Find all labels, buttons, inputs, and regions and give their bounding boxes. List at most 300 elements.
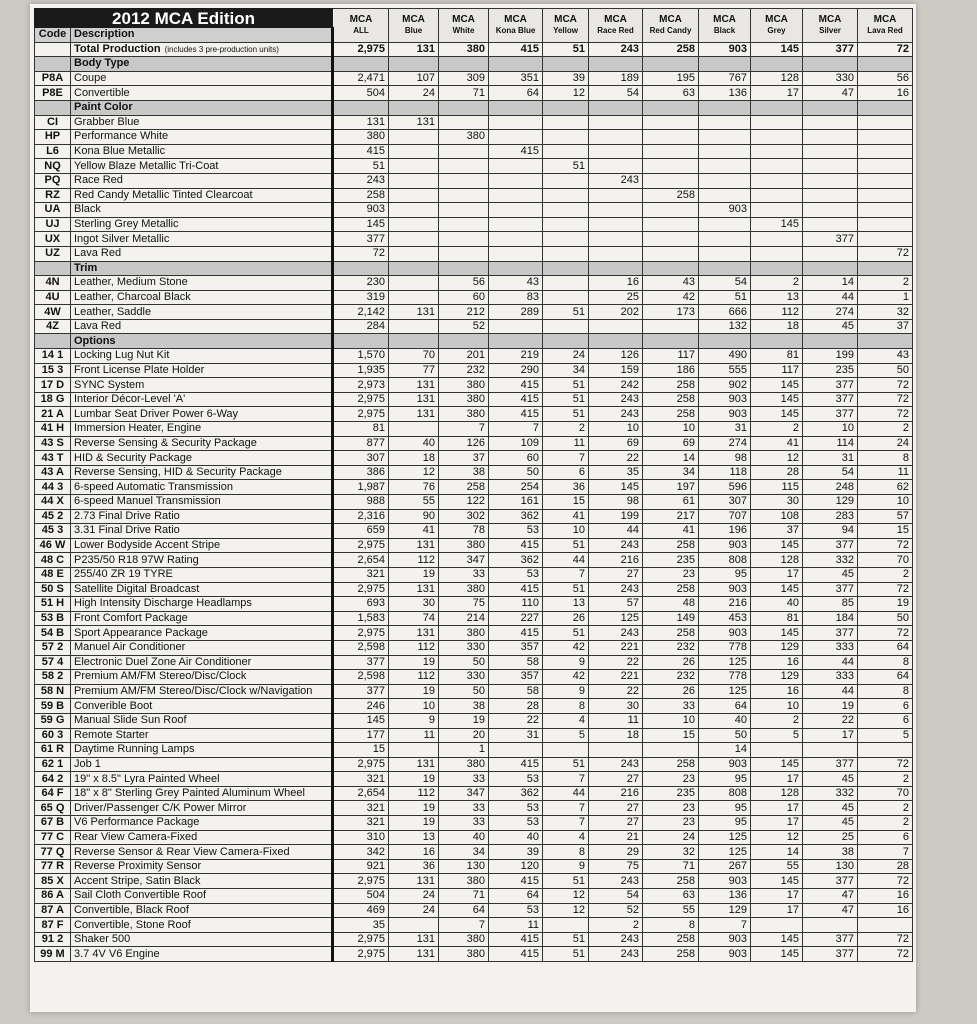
section-blank <box>439 57 489 72</box>
count-cell: 122 <box>439 495 489 510</box>
count-cell: 12 <box>543 903 589 918</box>
count-cell: 131 <box>389 407 439 422</box>
column-header <box>589 9 643 43</box>
count-cell: 330 <box>439 670 489 685</box>
count-cell: 380 <box>439 626 489 641</box>
count-cell: 219 <box>489 349 543 364</box>
table-row <box>35 903 913 918</box>
option-description: Leather, Charcoal Black <box>71 290 333 305</box>
count-cell: 15 <box>543 495 589 510</box>
count-cell: 22 <box>589 655 643 670</box>
count-cell: 321 <box>333 772 389 787</box>
count-cell: 258 <box>643 188 699 203</box>
count-cell: 903 <box>333 203 389 218</box>
count-cell: 283 <box>803 509 858 524</box>
count-cell <box>439 246 489 261</box>
column-header-top: MCA <box>554 14 577 26</box>
option-description: Satellite Digital Broadcast <box>71 582 333 597</box>
count-cell <box>489 173 543 188</box>
count-cell: 243 <box>589 947 643 962</box>
option-code: 58 2 <box>35 670 71 685</box>
option-description: Converible Boot <box>71 699 333 714</box>
count-cell: 118 <box>699 465 751 480</box>
section-blank <box>489 261 543 276</box>
count-cell: 778 <box>699 670 751 685</box>
count-cell: 129 <box>751 670 803 685</box>
count-cell <box>543 115 589 130</box>
count-cell <box>489 232 543 247</box>
count-cell: 693 <box>333 597 389 612</box>
count-cell <box>489 130 543 145</box>
table-row <box>35 889 913 904</box>
option-code: 65 Q <box>35 801 71 816</box>
table-row <box>35 611 913 626</box>
count-cell: 47 <box>803 903 858 918</box>
section-blank <box>643 334 699 349</box>
count-cell: 195 <box>643 71 699 86</box>
count-cell <box>803 115 858 130</box>
count-cell <box>803 159 858 174</box>
count-cell: 50 <box>858 611 913 626</box>
count-cell: 57 <box>589 597 643 612</box>
count-cell: 72 <box>858 378 913 393</box>
table-row <box>35 932 913 947</box>
count-cell <box>389 290 439 305</box>
option-description: Sail Cloth Convertible Roof <box>71 889 333 904</box>
count-cell: 2 <box>751 276 803 291</box>
count-cell: 27 <box>589 567 643 582</box>
count-cell: 76 <box>389 480 439 495</box>
section-code <box>35 100 71 115</box>
count-cell <box>543 217 589 232</box>
count-cell: 25 <box>803 830 858 845</box>
count-cell: 330 <box>803 71 858 86</box>
count-cell: 95 <box>699 801 751 816</box>
total-note: (includes 3 pre-production units) <box>164 44 279 54</box>
table-row <box>35 743 913 758</box>
section-title: Trim <box>71 261 333 276</box>
count-cell: 54 <box>589 889 643 904</box>
count-cell <box>589 130 643 145</box>
option-code: 58 N <box>35 684 71 699</box>
count-cell: 2,316 <box>333 509 389 524</box>
count-cell: 351 <box>489 71 543 86</box>
count-cell: 125 <box>699 655 751 670</box>
count-cell <box>389 232 439 247</box>
option-code: 77 C <box>35 830 71 845</box>
count-cell: 380 <box>439 407 489 422</box>
count-cell: 243 <box>333 173 389 188</box>
count-cell <box>389 319 439 334</box>
count-cell: 9 <box>543 684 589 699</box>
option-description: Ingot Silver Metallic <box>71 232 333 247</box>
count-cell: 58 <box>489 684 543 699</box>
table-row <box>35 363 913 378</box>
count-cell: 333 <box>803 640 858 655</box>
count-cell: 377 <box>803 932 858 947</box>
count-cell <box>439 159 489 174</box>
count-cell: 33 <box>439 816 489 831</box>
count-cell: 40 <box>389 436 439 451</box>
count-cell: 36 <box>389 859 439 874</box>
count-cell: 7 <box>543 772 589 787</box>
count-cell: 258 <box>643 538 699 553</box>
column-header <box>489 9 543 43</box>
count-cell: 8 <box>858 655 913 670</box>
count-cell: 258 <box>643 947 699 962</box>
option-code: 17 D <box>35 378 71 393</box>
option-code: 48 E <box>35 567 71 582</box>
count-cell: 131 <box>389 932 439 947</box>
count-cell: 38 <box>439 465 489 480</box>
count-cell: 2,471 <box>333 71 389 86</box>
count-cell: 64 <box>489 86 543 101</box>
count-cell: 11 <box>489 918 543 933</box>
section-blank <box>589 261 643 276</box>
count-cell: 596 <box>699 480 751 495</box>
count-cell <box>803 743 858 758</box>
count-cell: 145 <box>751 874 803 889</box>
count-cell: 53 <box>489 524 543 539</box>
count-cell: 131 <box>389 378 439 393</box>
table-row <box>35 407 913 422</box>
table-row <box>35 276 913 291</box>
count-cell: 274 <box>699 436 751 451</box>
count-cell: 72 <box>858 874 913 889</box>
count-cell: 357 <box>489 670 543 685</box>
count-cell: 51 <box>543 582 589 597</box>
count-cell: 7 <box>543 567 589 582</box>
option-code: NQ <box>35 159 71 174</box>
count-cell: 54 <box>803 465 858 480</box>
count-cell: 230 <box>333 276 389 291</box>
count-cell: 35 <box>333 918 389 933</box>
count-cell: 40 <box>489 830 543 845</box>
total-value: 380 <box>439 42 489 57</box>
count-cell: 34 <box>439 845 489 860</box>
count-cell: 2,975 <box>333 874 389 889</box>
count-cell: 347 <box>439 786 489 801</box>
table-row <box>35 816 913 831</box>
count-cell: 18 <box>389 451 439 466</box>
count-cell: 47 <box>803 889 858 904</box>
count-cell: 362 <box>489 553 543 568</box>
count-cell <box>389 918 439 933</box>
table-row <box>35 173 913 188</box>
count-cell: 10 <box>589 422 643 437</box>
count-cell: 377 <box>803 378 858 393</box>
count-cell: 7 <box>489 422 543 437</box>
count-cell: 13 <box>543 597 589 612</box>
count-cell: 1,583 <box>333 611 389 626</box>
option-description: Remote Starter <box>71 728 333 743</box>
count-cell: 71 <box>439 86 489 101</box>
count-cell: 125 <box>699 830 751 845</box>
count-cell: 504 <box>333 889 389 904</box>
count-cell <box>589 217 643 232</box>
count-cell: 377 <box>803 407 858 422</box>
option-description: Red Candy Metallic Tinted Clearcoat <box>71 188 333 203</box>
option-description: Daytime Running Lamps <box>71 743 333 758</box>
count-cell: 1,570 <box>333 349 389 364</box>
count-cell <box>489 203 543 218</box>
count-cell: 10 <box>643 422 699 437</box>
table-row <box>35 670 913 685</box>
count-cell: 16 <box>589 276 643 291</box>
count-cell <box>389 130 439 145</box>
count-cell <box>389 217 439 232</box>
count-cell: 8 <box>643 918 699 933</box>
section-blank <box>751 261 803 276</box>
count-cell: 30 <box>751 495 803 510</box>
section-blank <box>643 57 699 72</box>
count-cell <box>858 232 913 247</box>
count-cell: 43 <box>643 276 699 291</box>
count-cell: 380 <box>439 947 489 962</box>
count-cell: 51 <box>543 538 589 553</box>
section-blank <box>699 261 751 276</box>
production-sheet <box>30 4 916 1012</box>
count-cell: 51 <box>543 932 589 947</box>
count-cell <box>389 188 439 203</box>
count-cell: 20 <box>439 728 489 743</box>
count-cell: 319 <box>333 290 389 305</box>
count-cell: 128 <box>751 71 803 86</box>
count-cell: 42 <box>643 290 699 305</box>
count-cell: 903 <box>699 392 751 407</box>
option-description: Rear View Camera-Fixed <box>71 830 333 845</box>
option-code: 99 M <box>35 947 71 962</box>
count-cell <box>489 217 543 232</box>
count-cell: 2,975 <box>333 392 389 407</box>
column-header-sub: ALL <box>353 26 369 36</box>
option-description: Locking Lug Nut Kit <box>71 349 333 364</box>
table-row <box>35 830 913 845</box>
section-blank <box>699 100 751 115</box>
option-description: 19" x 8.5" Lyra Painted Wheel <box>71 772 333 787</box>
count-cell: 55 <box>389 495 439 510</box>
count-cell: 129 <box>751 640 803 655</box>
count-cell: 17 <box>751 816 803 831</box>
count-cell: 377 <box>803 582 858 597</box>
count-cell: 64 <box>439 903 489 918</box>
count-cell <box>751 918 803 933</box>
count-cell: 149 <box>643 611 699 626</box>
count-cell: 415 <box>489 538 543 553</box>
count-cell: 72 <box>858 932 913 947</box>
option-code: 62 1 <box>35 757 71 772</box>
count-cell: 216 <box>699 597 751 612</box>
count-cell: 50 <box>439 655 489 670</box>
count-cell <box>751 232 803 247</box>
option-code: UA <box>35 203 71 218</box>
column-header-top: MCA <box>504 14 527 26</box>
table-row <box>35 422 913 437</box>
count-cell <box>389 144 439 159</box>
count-cell: 415 <box>489 582 543 597</box>
count-cell: 173 <box>643 305 699 320</box>
option-code: 43 A <box>35 465 71 480</box>
section-blank <box>389 261 439 276</box>
count-cell: 35 <box>589 465 643 480</box>
count-cell: 415 <box>489 378 543 393</box>
count-cell: 332 <box>803 786 858 801</box>
count-cell: 10 <box>389 699 439 714</box>
count-cell: 903 <box>699 757 751 772</box>
table-row <box>35 319 913 334</box>
count-cell: 2 <box>858 801 913 816</box>
count-cell: 2 <box>858 772 913 787</box>
count-cell: 232 <box>439 363 489 378</box>
count-cell: 37 <box>858 319 913 334</box>
code-header: Code <box>35 28 71 43</box>
count-cell <box>589 232 643 247</box>
count-cell: 129 <box>803 495 858 510</box>
count-cell: 2,975 <box>333 582 389 597</box>
count-cell <box>439 188 489 203</box>
option-description: Sterling Grey Metallic <box>71 217 333 232</box>
count-cell: 71 <box>439 889 489 904</box>
count-cell <box>858 159 913 174</box>
count-cell: 145 <box>333 713 389 728</box>
count-cell: 32 <box>858 305 913 320</box>
count-cell: 415 <box>489 144 543 159</box>
table-row <box>35 918 913 933</box>
count-cell: 23 <box>643 816 699 831</box>
description-header: Description <box>71 28 333 43</box>
option-code: 4Z <box>35 319 71 334</box>
option-description: Reverse Proximity Sensor <box>71 859 333 874</box>
option-code: 64 F <box>35 786 71 801</box>
count-cell: 377 <box>333 232 389 247</box>
count-cell: 145 <box>589 480 643 495</box>
count-cell <box>751 173 803 188</box>
count-cell: 98 <box>589 495 643 510</box>
count-cell: 2,654 <box>333 786 389 801</box>
count-cell <box>543 246 589 261</box>
count-cell: 126 <box>589 349 643 364</box>
count-cell: 40 <box>439 830 489 845</box>
option-description: 3.7 4V V6 Engine <box>71 947 333 962</box>
option-description: Lava Red <box>71 319 333 334</box>
count-cell: 72 <box>858 392 913 407</box>
column-header-sub: Grey <box>767 26 786 36</box>
option-description: Leather, Saddle <box>71 305 333 320</box>
count-cell: 112 <box>389 786 439 801</box>
count-cell: 34 <box>643 465 699 480</box>
count-cell: 19 <box>439 713 489 728</box>
column-header-sub: Silver <box>819 26 841 36</box>
count-cell: 131 <box>389 582 439 597</box>
count-cell: 9 <box>543 859 589 874</box>
section-header-row <box>35 334 913 349</box>
count-cell: 12 <box>751 451 803 466</box>
count-cell: 258 <box>643 392 699 407</box>
option-description: Accent Stripe, Satin Black <box>71 874 333 889</box>
count-cell: 380 <box>439 130 489 145</box>
count-cell: 60 <box>489 451 543 466</box>
count-cell: 380 <box>439 378 489 393</box>
option-code: 86 A <box>35 889 71 904</box>
count-cell: 136 <box>699 86 751 101</box>
count-cell: 2 <box>543 422 589 437</box>
count-cell: 30 <box>589 699 643 714</box>
count-cell: 415 <box>489 947 543 962</box>
section-header-row <box>35 57 913 72</box>
option-description: Interior Décor-Level 'A' <box>71 392 333 407</box>
count-cell: 26 <box>643 684 699 699</box>
column-header <box>389 9 439 43</box>
count-cell <box>803 173 858 188</box>
total-value: 145 <box>751 42 803 57</box>
count-cell: 19 <box>858 597 913 612</box>
count-cell: 9 <box>543 655 589 670</box>
count-cell <box>803 217 858 232</box>
count-cell: 666 <box>699 305 751 320</box>
count-cell: 235 <box>643 553 699 568</box>
count-cell: 62 <box>858 480 913 495</box>
count-cell: 258 <box>439 480 489 495</box>
count-cell: 380 <box>439 932 489 947</box>
count-cell: 72 <box>858 407 913 422</box>
option-code: 46 W <box>35 538 71 553</box>
count-cell: 60 <box>439 290 489 305</box>
section-blank <box>751 57 803 72</box>
count-cell: 51 <box>543 757 589 772</box>
count-cell: 8 <box>858 684 913 699</box>
column-header-top: MCA <box>452 14 475 26</box>
table-row <box>35 378 913 393</box>
option-code: UX <box>35 232 71 247</box>
count-cell: 16 <box>858 86 913 101</box>
option-description: 2.73 Final Drive Ratio <box>71 509 333 524</box>
count-cell: 53 <box>489 772 543 787</box>
count-cell: 77 <box>389 363 439 378</box>
count-cell: 254 <box>489 480 543 495</box>
option-description: Premium AM/FM Stereo/Disc/Clock <box>71 670 333 685</box>
count-cell: 51 <box>333 159 389 174</box>
count-cell: 34 <box>543 363 589 378</box>
count-cell <box>803 130 858 145</box>
count-cell: 109 <box>489 436 543 451</box>
count-cell: 38 <box>439 699 489 714</box>
count-cell <box>439 217 489 232</box>
count-cell <box>643 743 699 758</box>
count-cell <box>543 319 589 334</box>
count-cell <box>543 232 589 247</box>
count-cell: 221 <box>589 640 643 655</box>
count-cell: 12 <box>389 465 439 480</box>
count-cell: 51 <box>543 159 589 174</box>
option-description: Convertible, Stone Roof <box>71 918 333 933</box>
count-cell: 380 <box>439 392 489 407</box>
table-row <box>35 713 913 728</box>
table-row <box>35 655 913 670</box>
count-cell: 321 <box>333 816 389 831</box>
count-cell: 45 <box>803 816 858 831</box>
count-cell <box>589 319 643 334</box>
count-cell: 243 <box>589 407 643 422</box>
table-row <box>35 567 913 582</box>
count-cell: 2 <box>751 422 803 437</box>
table-body <box>35 9 913 962</box>
count-cell: 453 <box>699 611 751 626</box>
count-cell: 64 <box>858 640 913 655</box>
count-cell: 131 <box>389 115 439 130</box>
count-cell <box>389 159 439 174</box>
count-cell: 232 <box>643 670 699 685</box>
count-cell: 258 <box>643 626 699 641</box>
